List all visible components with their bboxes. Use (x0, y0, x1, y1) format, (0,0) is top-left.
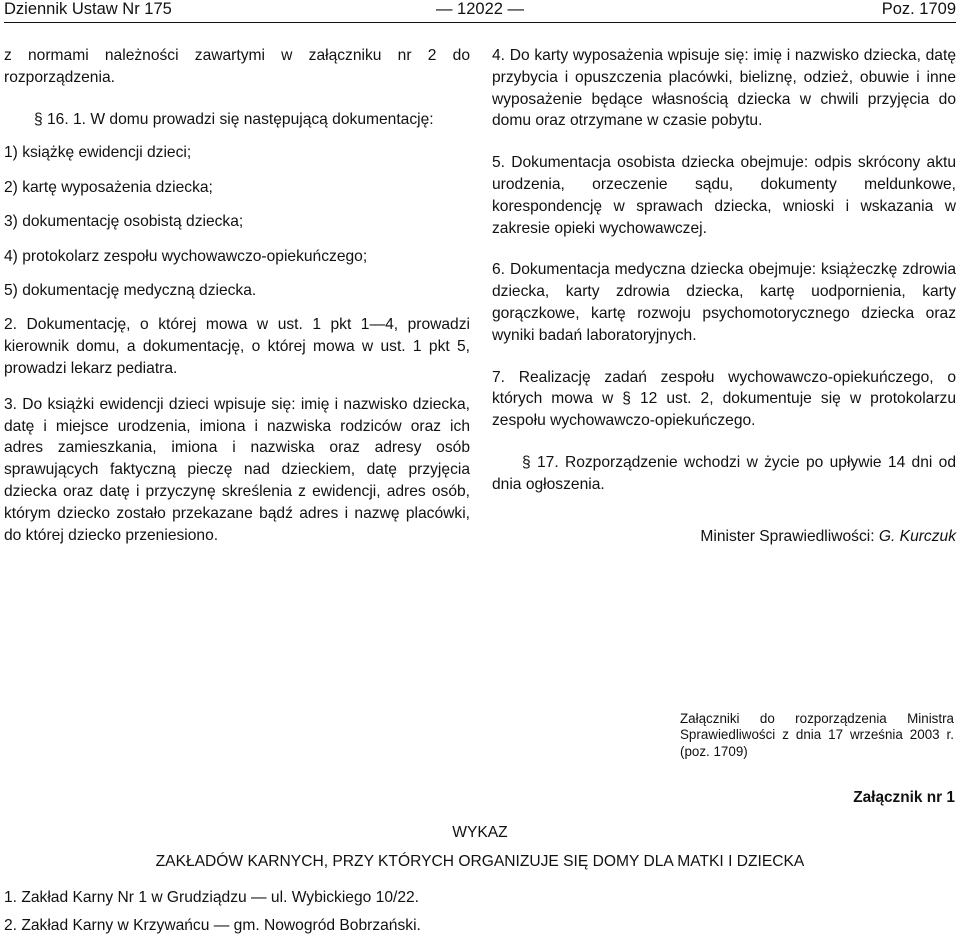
position-number: Poz. 1709 (881, 0, 956, 18)
list-item: 1) książkę ewidencji dzieci; (4, 144, 192, 162)
list-item: 4) protokolarz zespołu wychowawczo-opiekuńczego; (4, 247, 368, 265)
paragraph-16: § 16. 1. W domu prowadzi się następującą dokumentację: (34, 110, 434, 128)
minister-signature (492, 526, 956, 548)
annex-label: Załącznik nr 1 (853, 789, 955, 806)
list-item: 1. Zakład Karny Nr 1 w Grudziądzu — ul. Wybickiego 10/22. (4, 889, 420, 906)
page-number: — 12022 — (435, 0, 525, 18)
section-4-paragraph: 4. Do karty wyposażenia wpisuje się: imię i nazwisko dziecka, datę przybycia i opuszczenia placówki, bieliznę, odzież, obuwie i inne wyposażenie będące własnością dziecka w chwili przyjęcia do domu oraz otrzymane w czasie pobytu. (492, 47, 956, 130)
section-6-paragraph: 6. Dokumentacja medyczna dziecka obejmuje: książeczkę zdrowia dziecka, karty zdrowia dziecka, kartę uodpornienia, karty gorączkowe, kartę rozwoju psychomotorycznego dziecka oraz wyniki badań laboratoryjnych. (492, 261, 956, 344)
list-subtitle: ZAKŁADÓW KARNYCH, PRZY KTÓRYCH ORGANIZUJE SIĘ DOMY DLA MATKI I DZIECKA (155, 853, 805, 870)
list-item: 2) kartę wyposażenia dziecka; (4, 178, 213, 196)
section-5-paragraph: 5. Dokumentacja osobista dziecka obejmuje: odpis skrócony aktu urodzenia, orzeczenie sądu, dokumenty meldunkowe, korespondencję w sprawach dziecka, wnioski i wskazania w zakresie opieki wychowawczej. (492, 154, 956, 237)
annex-note: Załączniki do rozporządzenia Ministra Sprawiedliwości z dnia 17 września 2003 r. (poz. 1709) (680, 711, 954, 759)
right-column (492, 45, 956, 547)
left-column (4, 45, 470, 546)
signature-name: G. Kurczuk (878, 527, 956, 545)
journal-title: Dziennik Ustaw Nr 175 (4, 0, 172, 18)
prison-list (4, 887, 904, 943)
signature-title: Minister Sprawiedliwości: (700, 527, 879, 545)
section-2-paragraph: 2. Dokumentację, o której mowa w ust. 1 pkt 1—4, prowadzi kierownik domu, a dokumentację, o której mowa w ust. 1 pkt 5, prowadzi lekarz pediatra. (4, 316, 470, 377)
list-item: 5) dokumentację medyczną dziecka. (4, 281, 257, 299)
section-7-paragraph: 7. Realizację zadań zespołu wychowawczo-opiekuńczego, o których mowa w § 12 ust. 2, dokumentuje się w protokolarzu zespołu wychowawczo-opiekuńczego. (492, 368, 956, 430)
page-header (4, 0, 956, 20)
section-3-paragraph: 3. Do książki ewidencji dzieci wpisuje się: imię i nazwisko dziecka, datę i miejsce urodzenia, imiona i nazwiska rodziców oraz ich adres zamieszkania, imiona i nazwiska oraz adresy osób sprawujących faktyczną pieczę nad dzieckiem, datę przyjęcia dziecka oraz datę i przyczynę skreślenia z ewidencji, adres osób, którym dziecko zostało przekazane bądź adres i nazwę placówki, do której dziecko przeniesiono. (4, 395, 470, 544)
intro-paragraph: z normami należności zawartymi w załączniku nr 2 do rozporządzenia. (4, 47, 470, 86)
list-item: 3) dokumentację osobistą dziecka; (4, 213, 244, 231)
documentation-list (4, 142, 470, 301)
list-item: 2. Zakład Karny w Krzywańcu — gm. Nowogród Bobrzański. (4, 916, 421, 934)
paragraph-17: § 17. Rozporządzenie wchodzi w życie po upływie 14 dni od dnia ogłoszenia. (492, 453, 956, 493)
list-title: WYKAZ (452, 824, 508, 841)
header-rule (4, 22, 956, 23)
